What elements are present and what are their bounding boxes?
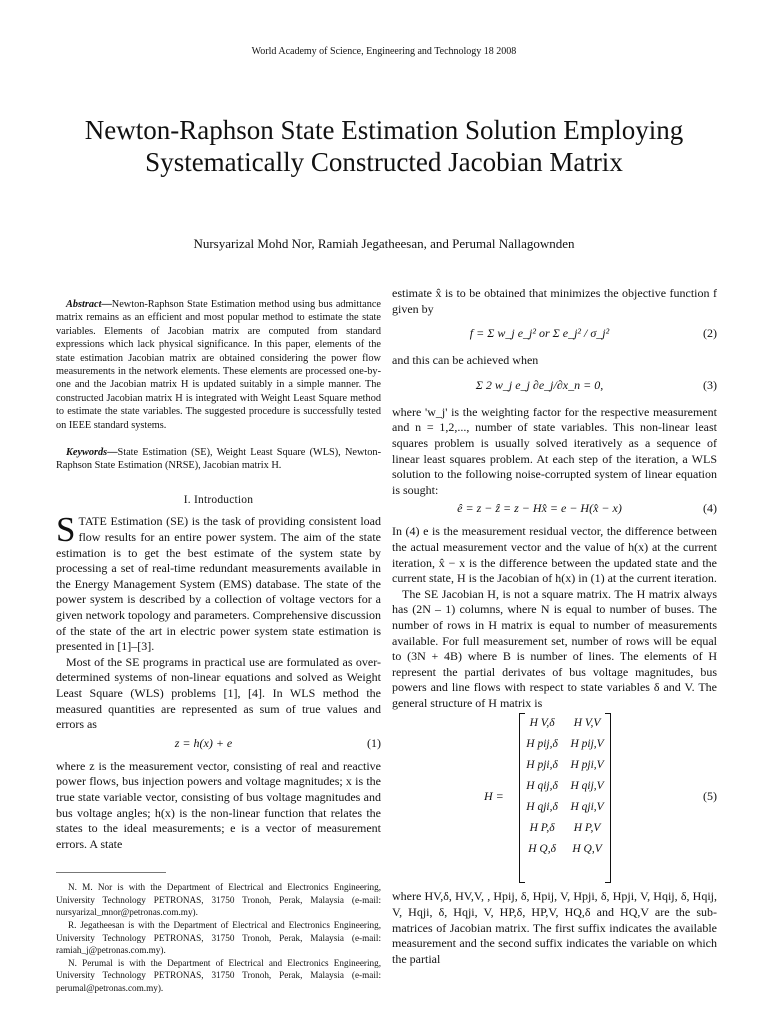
matrix-cell: H qji,V: [570, 801, 604, 814]
matrix-cell: H pij,δ: [526, 738, 558, 751]
equation-1: [56, 736, 381, 756]
matrix-cell: H Q,δ: [528, 843, 556, 856]
matrix-row: [520, 776, 610, 797]
author-list: Nursyarizal Mohd Nor, Ramiah Jegatheesan, and Perumal Nallagownden: [193, 236, 575, 251]
keywords: [56, 446, 381, 473]
equation-1-body: z = h(x) + e: [174, 735, 233, 750]
journal-header: World Academy of Science, Engineering and Technology 18 2008: [251, 46, 517, 57]
paper-title: Newton-Raphson State Estimation Solution Employing Systematically Constructed Jacobian Matrix: [84, 115, 684, 177]
abstract-dash: —: [101, 299, 112, 310]
matrix-cell: H pji,δ: [526, 759, 558, 772]
equation-3-number: (3): [703, 377, 717, 392]
matrix-row: [520, 818, 610, 839]
equation-2-number: (2): [703, 326, 717, 341]
equation-5-number: (5): [703, 789, 717, 804]
abstract-label: Abstract: [66, 299, 102, 310]
equation-3: [392, 372, 717, 402]
intro-paragraph-2: Most of the SE programs in practical use are formulated as over-determined systems of non-linear equations and solved as Weight Least Square (WLS) problems [1], [4]. In WLS method the measured quantities are represented as sum of true values and errors as: [56, 654, 381, 732]
footnote-author-1: N. M. Nor is with the Department of Electrical and Electronics Engineering, University Technology PETRONAS, 31750 Tronoh, Perak, Malaysia (e-mail: nursyarizal_mnor@petronas.com.my).: [56, 882, 381, 917]
matrix-row: [520, 713, 610, 734]
intro-p1-text: TATE Estimation (SE) is the task of providing consistent load flow results for an entire power system. The aim of the state estimation is to get the best estimate of the system state by processing a set of real-time redundant measurements available in the Energy Management System (EMS) database. The state of the power system is described by a collection of voltage vectors for a given network topology and parameters. Comprehensive discussion of the state of the art in electric power system state estimation is presented in [1]–[3].: [56, 514, 381, 654]
matrix-row: [520, 797, 610, 818]
matrix-cell: H V,δ: [529, 717, 555, 730]
left-column: [56, 298, 381, 995]
right-paragraph-6: where HV,δ, HV,V, , Hpij, δ, Hpij, V, Hpji, δ, Hpji, V, Hqij, δ, Hqij, V, Hqji, δ, Hqji, V, HP,δ, HP,V, HQ,δ and HQ,V are the sub-matrices of Jacobian matrix. The first suffix indicates the available measurement and the second suffix indicates the variable on which the partial: [392, 889, 717, 966]
right-paragraph-3: where 'w_j' is the weighting factor for the respective measurement and n = 1,2,..., number of state variables. This non-linear least squares problem is usually solved iteratively as a sequence of linear least squares problem. At each step of the iteration, a WLS solution to the following noise-corrupted system of linear equation is sought:: [392, 404, 717, 497]
footnotes: [56, 881, 381, 994]
matrix-cell: H Q,V: [572, 843, 602, 856]
equation-2: [392, 320, 717, 350]
matrix-row: [520, 839, 610, 860]
section-heading-introduction: I. Introduction: [183, 493, 254, 506]
matrix-cell: H P,V: [573, 822, 601, 835]
equation-4-body: ê = z − ẑ = z − Hx̂ = e − H(x̂ − x): [457, 501, 622, 516]
right-paragraph-4: In (4) e is the measurement residual vector, the difference between the actual measurement vector and the value of h(x) at the current iteration, x̂ − x is the difference between the updated state and the current state, H is the Jacobian of h(x) in (1) at the current iteration.: [392, 524, 717, 586]
right-paragraph-5: The SE Jacobian H, is not a square matrix. The H matrix always has (2N – 1) columns, where N is equal to number of buses. The number of rows in H matrix is equal to number of measurements available. For full measurement set, number of rows will be equal to (3N + 4B) where B is number of lines. The elements of H represent the partial derivates of bus voltage magnitudes, bus powers and line flows with respect to state variables δ and V. The general structure of H matrix is: [392, 586, 717, 710]
equation-1-number: (1): [367, 735, 381, 750]
jacobian-matrix: [392, 713, 717, 885]
matrix-cell: H pij,V: [570, 738, 604, 751]
intro-paragraph-1: [56, 510, 381, 654]
equation-4-number: (4): [703, 501, 717, 516]
matrix-cell: H qji,δ: [526, 801, 558, 814]
right-column: [392, 286, 717, 967]
matrix-cell: H V,V: [573, 717, 601, 730]
right-paragraph-2: and this can be achieved when: [392, 353, 539, 368]
drop-cap: S: [56, 510, 76, 550]
footnote-author-2: R. Jegatheesan is with the Department of Electrical and Electronics Engineering, University Technology PETRONAS, 31750 Tronoh, Perak, Malaysia (e-mail: ramiah_j@petronas.com.my).: [56, 920, 381, 955]
equation-3-body: Σ 2 w_j e_j ∂e_j/∂x_n = 0,: [475, 377, 604, 392]
equation-4: [392, 501, 717, 521]
keywords-text: State Estimation (SE), Weight Least Square (WLS), Newton-Raphson State Estimation (NRSE), Jacobian matrix H.: [56, 447, 381, 472]
abstract: [56, 298, 381, 432]
intro-paragraph-3: where z is the measurement vector, consisting of real and reactive power flows, bus injection powers and voltage magnitudes; x is the true state variable vector, consisting of bus voltage magnitudes and bus voltage angles; h(x) is the non-linear function that relates the states to the ideal measurements; e is a vector of measurement errors. A state: [56, 758, 381, 851]
matrix-grid: [519, 713, 611, 883]
right-paragraph-1: estimate x̂ is to be obtained that minimizes the objective function f given by: [392, 286, 717, 316]
keywords-label: Keywords: [66, 447, 108, 459]
keywords-dash: —: [107, 447, 118, 459]
matrix-cell: H qij,δ: [526, 780, 558, 793]
matrix-label: H =: [484, 789, 504, 804]
matrix-row: [520, 734, 610, 755]
abstract-text: Newton-Raphson State Estimation method using bus admittance matrix remains as an efficient and most popular method to estimate the state variables. Elements of Jacobian matrix are computed from standard expressions which lack physical significance. In this paper, elements of the state estimation Jacobian matrix are obtained considering the power flow measurements in the network elements. These elements are processed one-by-one and the Jacobian matrix H is updated suitably in a simple manner. The constructed Jacobian matrix H is integrated with Weight Least Square method to estimate the state variables. The suggested procedure is successfully tested on IEEE standard systems.: [56, 299, 381, 431]
matrix-row: [520, 755, 610, 776]
matrix-cell: H qij,V: [570, 780, 604, 793]
footnote-divider: [56, 872, 166, 873]
equation-2-body: f = Σ w_j e_j² or Σ e_j² / σ_j²: [469, 326, 610, 341]
matrix-cell: H pji,V: [570, 759, 604, 772]
footnote-author-3: N. Perumal is with the Department of Electrical and Electronics Engineering, University Technology PETRONAS, 31750 Tronoh, Perak, Malaysia (e-mail: perumal@petronas.com.my).: [56, 958, 381, 993]
matrix-cell: H P,δ: [529, 822, 555, 835]
